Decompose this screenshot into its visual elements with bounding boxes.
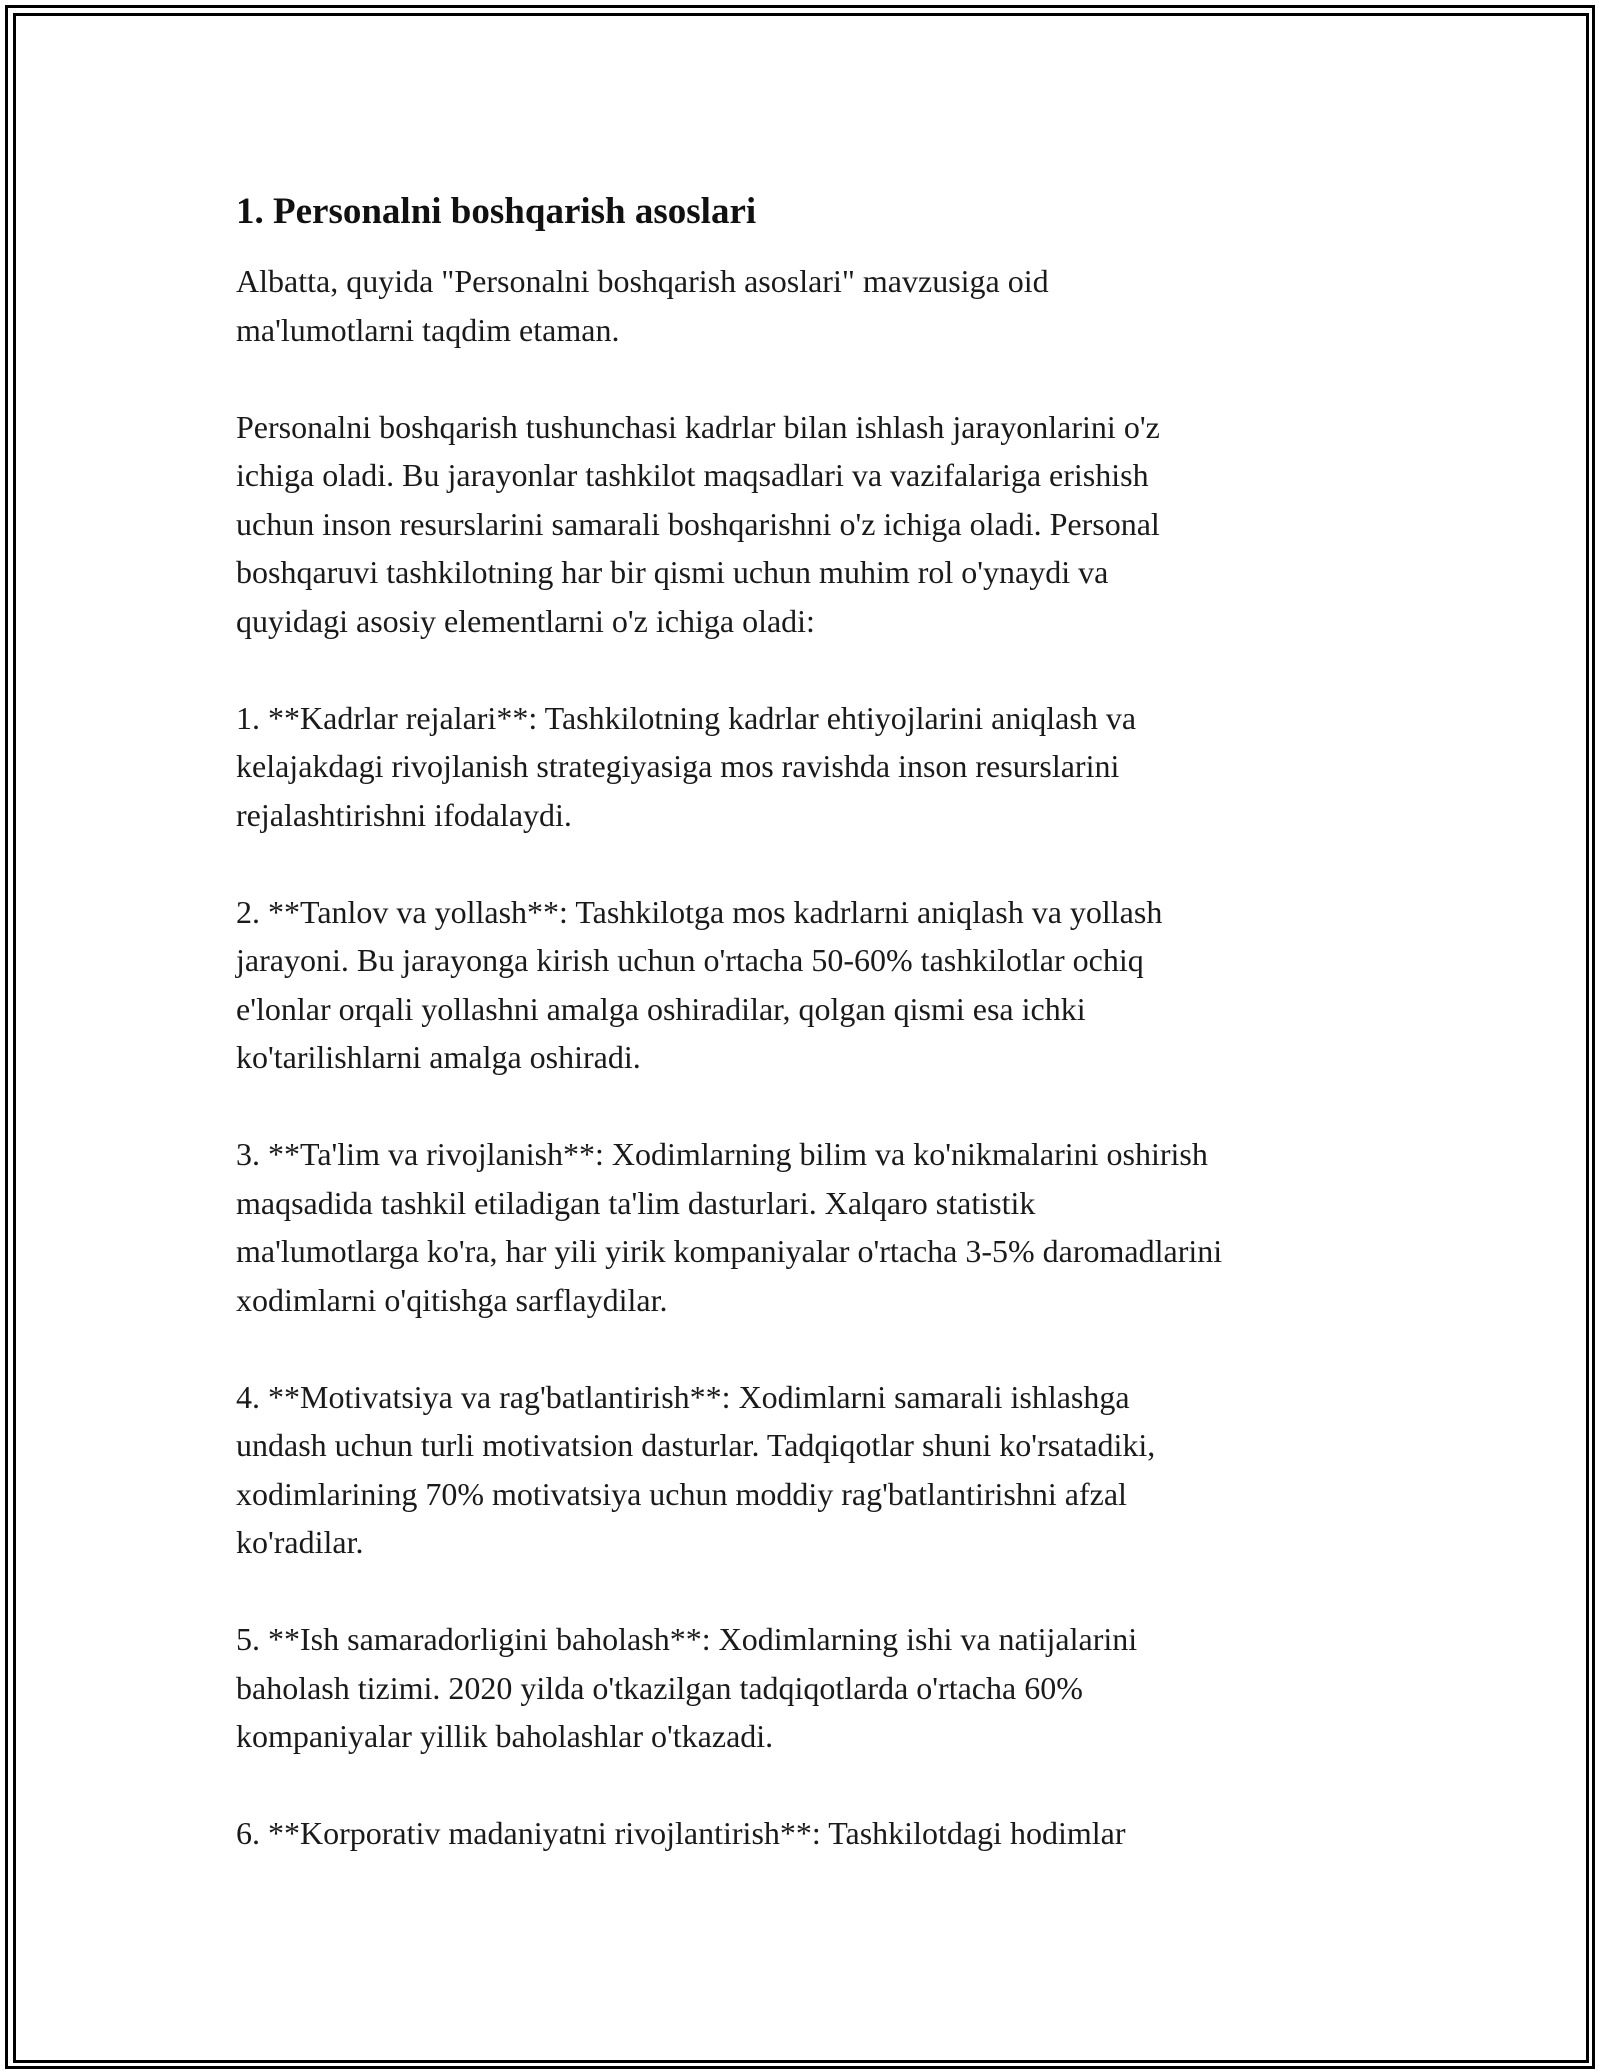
list-item-korporativ-madaniyat: 6. **Korporativ madaniyatni rivojlantirish**: Tashkilotdagi hodimlar: [236, 1815, 1126, 1851]
document-body: [236, 188, 1396, 1906]
list-item-kadrlar-rejalari: 1. **Kadrlar rejalari**: Tashkilotning kadrlar ehtiyojlarini aniqlash va kelajakdagi rivojlanish strategiyasiga mos ravishda inson resurslarini rejalashtirishni ifodalaydi.: [236, 699, 1137, 833]
list-item-motivatsiya: 4. **Motivatsiya va rag'batlantirish**: Xodimlarni samarali ishlashga undash uchun turli motivatsion dasturlar. Tadqiqotlar shuni ko'rsatadiki, xodimlarining 70% motivatsiya uchun moddiy rag'batlantirishni afzal ko'radilar.: [236, 1378, 1156, 1560]
list-item-talim-va-rivojlanish: 3. **Ta'lim va rivojlanish**: Xodimlarning bilim va ko'nikmalarini oshirish maqsadida tashkil etiladigan ta'lim dasturlari. Xalqaro statistik ma'lumotlarga ko'ra, har yili yirik kompaniyalar o'rtacha 3-5% daromadlarini xodimlarni o'qitishga sarflaydilar.: [236, 1136, 1223, 1318]
list-item-ish-samaradorligi: 5. **Ish samaradorligini baholash**: Xodimlarning ishi va natijalarini baholash tizimi. 2020 yilda o'tkazilgan tadqiqotlarda o'rtacha 60% kompaniyalar yillik baholashlar o'tkazadi.: [236, 1621, 1138, 1754]
document-title: 1. Personalni boshqarish asoslari: [236, 191, 757, 232]
definition-paragraph: Personalni boshqarish tushunchasi kadrlar bilan ishlash jarayonlarini o'z ichiga oladi. Bu jarayonlar tashkilot maqsadlari va vazifalariga erishish uchun inson resurslarini samarali boshqarishni o'z ichiga oladi. Personal boshqaruvi tashkilotning har bir qismi uchun muhim rol o'ynaydi va quyidagi asosiy elementlarni o'z ichiga oladi:: [236, 408, 1160, 639]
list-item-tanlov-va-yollash: 2. **Tanlov va yollash**: Tashkilotga mos kadrlarni aniqlash va yollash jarayoni. Bu jarayonga kirish uchun o'rtacha 50-60% tashkilotlar ochiq e'lonlar orqali yollashni amalga oshiradilar, qolgan qismi esa ichki ko'tarilishlarni amalga oshiradi.: [236, 893, 1163, 1075]
intro-paragraph: Albatta, quyida "Personalni boshqarish asoslari" mavzusiga oid ma'lumotlarni taqdim etaman.: [236, 263, 1049, 348]
